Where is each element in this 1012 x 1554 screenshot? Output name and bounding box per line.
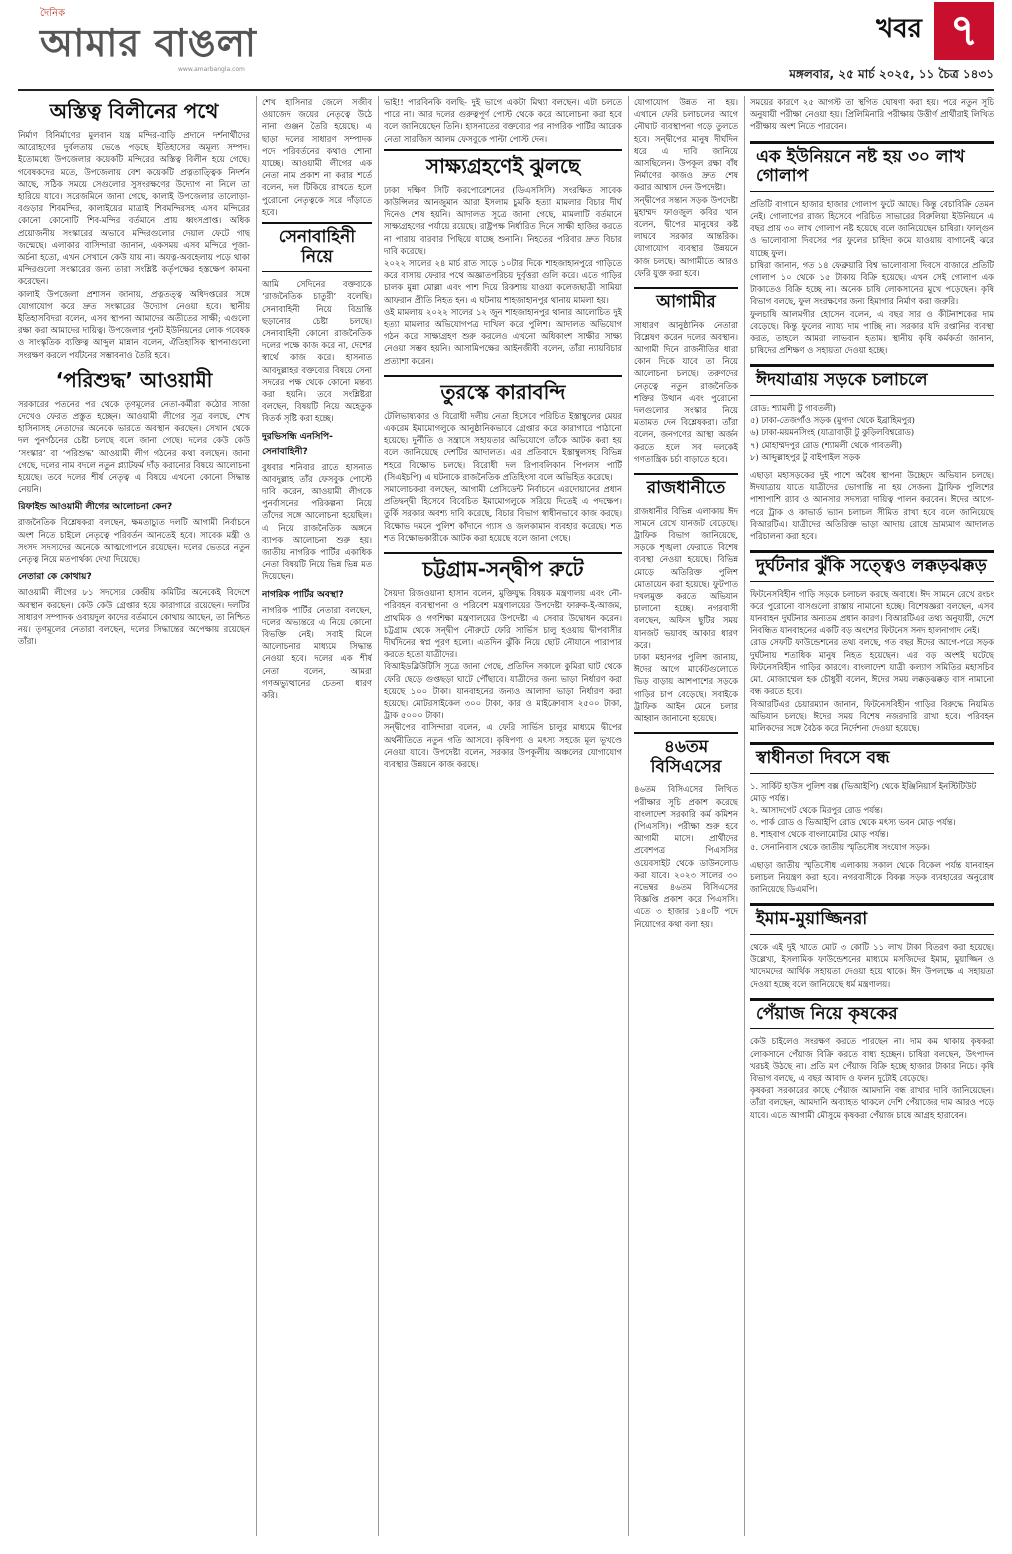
headline[interactable]: অস্তিত্ব বিলীনের পথে bbox=[49, 99, 219, 123]
section-name: খবর bbox=[876, 14, 922, 44]
article-bcs-continued bbox=[750, 96, 994, 133]
article-body: ফিটনেসবিহীন গাড়ি সড়কে চলাচল করছে অবাধে। ঈদ সামনে রেখে রংচং করে পুরোনো বাসগুলো রাস্তায় নামানো হচ্ছে। বিশেষজ্ঞরা বলছেন, এসব যানবাহন দুর্ঘটনার অন্যতম প্রধান কারণ। বিআরটিএর তথ্য অনুযায়ী, দেশে নিবন্ধিত যানবাহনের একটি বড় অংশের ফিটনেস সনদ হালনাগাদ নেই। bbox=[750, 588, 994, 636]
subheading: নাগরিক পার্টির অবস্থা? bbox=[262, 589, 344, 600]
headline[interactable]: স্বাধীনতা দিবসে বন্ধ bbox=[750, 742, 994, 774]
headline[interactable]: সেনাবাহিনী নিয়ে bbox=[262, 222, 372, 272]
article-body: বিআইডব্লিউটিসি সূত্রে জানা গেছে, প্রতিদিন সকালে কুমিরা ঘাট থেকে ফেরি ছেড়ে গুপ্তছড়া ঘাটে পৌঁছাবে। যাত্রীদের জন্য ভাড়া নির্ধারণ করা হয়েছে ১০০ টাকা। যানবাহনের জন্যও আলাদা ভাড়া নির্ধারণ করা হয়েছে। মোটরসাইকেল ৩০০ টাকা, কার ও মাইক্রোবাস ২৫০০ টাকা, ট্রাক ৫০০০ টাকা। bbox=[384, 661, 622, 721]
list-item: ৩. পার্ক রোড ও ভিআইপি রোড থেকে মৎস্য ভবন মোড় পর্যন্ত। bbox=[750, 817, 956, 828]
subheading: রিফাইন্ড আওয়ামী লীগের আলোচনা কেন? bbox=[18, 502, 173, 513]
article-imams bbox=[750, 903, 994, 989]
article-body: ফুলচাষি আলমগীর হোসেন বলেন, এ বছর সার ও কীটনাশকের দাম বেড়েছে। কিন্তু ফুলের ন্যায্য দাম পাচ্ছি না। সরকার যদি রপ্তানির ব্যবস্থা করত, তাহলে আমরা লাভবান হতাম। স্থানীয় কৃষি কর্মকর্তা জানান, চাষিদের প্রশিক্ষণ ও সহায়তা দেওয়া হচ্ছে। bbox=[750, 308, 994, 356]
article-body: থেকে এই দুই খাতে মোট ৩ কোটি ১১ লাখ টাকা বিতরণ করা হয়েছে। উল্লেখ্য, ইসলামিক ফাউন্ডেশনের মাধ্যমে মসজিদের ইমাম, মুয়াজ্জিন ও খাদেমদের আর্থিক সহায়তা দেওয়া হয়ে থাকে। ঈদ উপলক্ষে এ সহায়তা দেওয়া হচ্ছে বলে জানিয়েছে ধর্ম মন্ত্রণালয়। bbox=[750, 942, 994, 989]
article-roses bbox=[750, 141, 994, 357]
column-1 bbox=[18, 96, 250, 1546]
article-body: কালাই উপজেলা প্রশাসন জানায়, প্রত্নতত্ত্ব অধিদপ্তরের সঙ্গে যোগাযোগ করে দ্রুত সংস্কারের উদ্যোগ নেওয়া হবে। স্থানীয় ইতিহাসবিদরা বলেন, এসব স্থাপনা আমাদের অতীতের সাক্ষী; এগুলো রক্ষা করা আমাদের দায়িত্ব। উপজেলার পুনট ইউনিয়নের লোক গবেষক ও সাংস্কৃতিক ব্যক্তিত্ব আব্দুল মান্নান বলেন, ঐতিহাসিক স্থাপনাগুলো সংরক্ষণ করলে পর্যটনের সম্ভাবনাও তৈরি হবে। bbox=[18, 288, 250, 360]
column-divider bbox=[628, 96, 629, 1536]
list-item: ২. আসাদগেট থেকে মিরপুর রোড পর্যন্ত। bbox=[750, 805, 883, 816]
masthead-rule bbox=[18, 89, 994, 91]
list-item: ৫. সেনানিবাস থেকে জাতীয় স্মৃতিসৌধ সংযোগ সড়ক। bbox=[750, 841, 930, 852]
article-body: সময়ের কারণে ২৫ আগস্ট তা স্থগিত ঘোষণা করা হয়। পরে নতুন সূচি অনুযায়ী পরীক্ষা নেওয়া হয়। প্রিলিমিনারি পরীক্ষায় উত্তীর্ণ প্রার্থীরাই লিখিত পরীক্ষায় অংশ নিতে পারবেন। bbox=[750, 97, 994, 132]
dateline: মঙ্গলবার, ২৫ মার্চ ২০২৫, ১১ চৈত্র ১৪৩১ bbox=[789, 67, 994, 81]
column-4 bbox=[634, 96, 738, 1546]
article-body: কেউ চাইলেও সংরক্ষণ করতে পারছেন না। দাম কম থাকায় কৃষকরা লোকসানে পেঁয়াজ বিক্রি করতে বাধ্য হচ্ছেন। চাষিরা বলছেন, উৎপাদন খরচই উঠছে না। প্রতি মণ পেঁয়াজ বিক্রি হচ্ছে হাজার টাকার নিচে। কৃষি বিভাগ বলছে, এ বছর আবাদ ও ফলন দুটোই বেড়েছে। bbox=[750, 1036, 994, 1083]
article-body: চাষিরা জানান, গত ১৪ ফেব্রুয়ারি বিশ্ব ভালোবাসা দিবসে বাজারে প্রতিটি গোলাপ ১০ থেকে ১৫ টাকায় বিক্রি হয়েছে। এখন সেই গোলাপ এক টাকাতেও বিক্রি হচ্ছে না। অনেক চাষি লোকসানের মুখে পড়েছেন। কৃষি বিভাগ বলছে, ফুল সংরক্ষণের জন্য হিমাগার নির্মাণ করা জরুরি। bbox=[750, 259, 994, 307]
subheading: দুরভিসন্ধি এনসিপি-সেনাবাহিনী? bbox=[262, 431, 333, 457]
article-existence bbox=[18, 100, 250, 361]
list-item: ৮) আব্দুল্লাহপুর টু বাইপাইল সড়ক bbox=[750, 451, 861, 462]
article-body: আওয়ামী লীগের ৮১ সদস্যের কেন্দ্রীয় কমিটির অনেকেই বিদেশে অবস্থান করছেন। কেউ কেউ গ্রেপ্তার হয়ে কারাগারে রয়েছেন। দলটির সাধারণ সম্পাদক ওবায়দুল কাদের বর্তমানে কোথায় আছেন, তা নিশ্চিত নয়। তৃণমূলের নেতারা বলছেন, দলের সিদ্ধান্তের অপেক্ষায় রয়েছেন তাঁরা। bbox=[18, 587, 250, 647]
article-body: ভাই!! পারবিনকি বলছি- দুই ভাগে একটা মিথ্যা বলছেন। এটা চলতে পারে না। আর দলের গুরুত্বপূর্ণ পোস্ট থেকে করে আলোচনা করা হবে বলে জানিয়েছেন তিনি। হাসনাতের বক্তব্যের পর নাগরিক পার্টির আরেক নেতা সারজিস আলম ফেসবুকে পাল্টা পোস্ট দেন। bbox=[384, 97, 622, 144]
article-body: বিআরটিএর চেয়ারম্যান জানান, ফিটনেসবিহীন গাড়ির বিরুদ্ধে নিয়মিত অভিযান চলছে। ঈদের সময় বিশেষ নজরদারি রাখা হবে। পরিবহন মালিকদের সঙ্গে বৈঠক করে নির্দেশনা দেওয়া হয়েছে। bbox=[750, 698, 994, 733]
headline[interactable]: রাজধানীতে bbox=[634, 473, 738, 499]
headline[interactable]: ইমাম-মুয়াজ্জিনরা bbox=[750, 903, 994, 935]
article-body: ঢাকা মহানগর পুলিশ জানায়, ঈদের আগে মার্কেটগুলোতে ভিড় বাড়ায় আশপাশের সড়কে গাড়ির চাপ বেড়েছে। সবাইকে ট্রাফিক আইন মেনে চলার আহ্বান জানানো হয়েছে। bbox=[634, 652, 738, 724]
article-body: সাধারণ আনুষ্ঠানিক নেতারা বিশ্লেষণ করেন দলের অবস্থান। আগামী দিনে রাজনীতির ধারা কোন দিকে যাবে তা নিয়ে আলোচনা চলছে। তরুণদের নেতৃত্বে নতুন রাজনৈতিক শক্তির উত্থান এবং পুরোনো দলগুলোর সংস্কার নিয়ে মতামত দেন বিশ্লেষকরা। তাঁরা বলেন, জনগণের আস্থা অর্জন করতে হলে সব দলকেই গণতান্ত্রিক চর্চা বাড়াতে হবে। bbox=[634, 319, 738, 464]
article-body: নির্মাণ বিনির্মাণের মুলবান যন্ত্র মন্দির-বাড়ি প্রদানে দর্শনার্থীদের আরোহণের দুর্বলতায় ভেঙে পড়ছে ইতিহাসের অমূল্য সম্পদ। ইতোমধ্যে উপজেলার কয়েকটি মন্দিরের অস্তিত্ব বিলীন হয়ে গেছে। গবেষকদের মতে, উপজেলায় বেশ কয়েকটি প্রত্নতাত্ত্বিক নিদর্শন আছে, সঠিক সময়ে সেগুলোর সুসংরক্ষণের উদ্যোগ না নিলে তা হারিয়ে যাবে। সরেজমিনে জানা গেছে, কালাই উপজেলার তালোড়া-বগুড়ার শিবমন্দির, কালাইয়ের মাত্রাই শিবমন্দিরসহ এসব মন্দিরের কোনো কোনোটি শিব-মন্দির বর্তমানে প্রায় ধ্বংসপ্রাপ্ত। অধিক প্রয়োজনীয় সংস্কারের অভাবে মন্দিরগুলোর দেয়াল ফেটে গাছ জন্মেছে। এলাকার বাসিন্দারা জানান, একসময় এসব মন্দিরে পূজা-অর্চনা হতো, এখন সেখানে কেউ যায় না। অযত্ন-অবহেলায় পড়ে থাকা মন্দিরগুলো সংস্কারের জন্য তারা সংশ্লিষ্ট কর্তৃপক্ষের হস্তক্ষেপ কামনা করেছেন। bbox=[18, 130, 250, 287]
list-item: ৬) ঢাকা-ময়মনসিংহ (যাত্রাবাড়ী টু কুড়িলবিশ্বরোড) bbox=[750, 427, 915, 438]
headline[interactable]: চট্টগ্রাম-সন্দ্বীপ রুটে bbox=[384, 552, 622, 581]
website-url[interactable]: www.amarbangla.com bbox=[178, 66, 245, 73]
article-body: সন্দ্বীপের সন্তান সড়ক উপদেষ্টা মুহাম্মদ ফাওজুল কবির খান বলেন, দ্বীপের মানুষের কষ্ট লাঘবে সরকার আন্তরিক। যোগাযোগ ব্যবস্থার উন্নয়নে কাজ চলছে। আগামীতে আরও ফেরি যুক্ত করা হবে। bbox=[634, 194, 738, 278]
article-body: রাজধানীর বিভিন্ন এলাকায় ঈদ সামনে রেখে যানজট বেড়েছে। ট্রাফিক বিভাগ জানিয়েছে, সড়কে শৃঙ্খলা ফেরাতে বিশেষ ব্যবস্থা নেওয়া হয়েছে। বিভিন্ন মোড়ে অতিরিক্ত পুলিশ মোতায়েন করা হয়েছে। ফুটপাত দখলমুক্ত করতে অভিযান চালানো হচ্ছে। নগরবাসী বলছেন, অফিস ছুটির সময় যানজট ভয়াবহ আকার ধারণ করে। bbox=[634, 505, 738, 650]
headline[interactable]: ৪৬তম বিসিএসের bbox=[634, 732, 738, 777]
masthead bbox=[0, 0, 1012, 90]
article-sandwip-continued bbox=[634, 96, 738, 279]
newspaper-name: আমার বাঙলা bbox=[40, 20, 257, 65]
article-body: আমি সেদিনের বক্তব্যকে ‘রাজনৈতিক চাতুরী’ বলেছি। সেনাবাহিনী নিয়ে বিভ্রান্তি ছড়ানোর চেষ্টা চলছে। সেনাবাহিনী কোনো রাজনৈতিক দলের পক্ষে কাজ করে না, দেশের স্বার্থে কাজ করে। হাসনাত আবদুল্লাহর বক্তব্যের বিষয়ে সেনা সদরের পক্ষ থেকে কোনো মন্তব্য করা হয়নি। তবে সংশ্লিষ্টরা বলছেন, বিষয়টি নিয়ে অহেতুক বিতর্ক সৃষ্টি করা হচ্ছে। bbox=[262, 279, 372, 424]
list-item: রোড: শ্যামলী টু গাবতলী) bbox=[750, 402, 836, 413]
article-bcs bbox=[634, 732, 738, 930]
closed-roads-list bbox=[750, 780, 994, 853]
list-item: ৫) ঢাকা-তেজগাঁও সড়ক (মুগদা থেকে ইব্রাহিমপুর) bbox=[750, 415, 915, 426]
article-refined-awami bbox=[18, 369, 250, 647]
article-body: বুধবার শনিবার রাতে হাসনাত আবদুল্লাহ তাঁর ফেসবুক পোস্টে দাবি করেন, আওয়ামী লীগকে পুনর্বাসনের পরিকল্পনা নিয়ে তাঁদের সঙ্গে আলোচনা হয়েছিল। এ নিয়ে রাজনৈতিক অঙ্গনে ব্যাপক আলোচনা শুরু হয়। জাতীয় নাগরিক পার্টির একাধিক নেতা বিষয়টি নিয়ে ভিন্ন ভিন্ন মত দিয়েছেন। bbox=[262, 461, 372, 582]
article-future bbox=[634, 287, 738, 465]
article-body: রাজনৈতিক বিশ্লেষকরা বলছেন, ক্ষমতাচ্যুত দলটি আগামী নির্বাচনে অংশ নিতে চাইলে নেতৃত্বে পরিবর্তন আনতেই হবে। সাবেক মন্ত্রী ও সংসদ সদস্যদের অনেকে আত্মগোপনে রয়েছেন। দলের ভেতরে নতুন নেতৃত্ব নিয়ে মতপার্থক্য দেখা দিয়েছে। bbox=[18, 517, 250, 565]
headline[interactable]: এক ইউনিয়নে নষ্ট হয় ৩০ লাখ গোলাপ bbox=[750, 141, 994, 192]
article-body: প্রতিটি বাগানে হাজার হাজার গোলাপ ফুটে আছে। কিন্তু বেচাবিক্রি তেমন নেই। গোলাপের রাজ্য হিসেবে পরিচিত সাভারের বিরুলিয়া ইউনিয়নে এ বছর প্রায় ৩০ লাখ গোলাপ নষ্ট হয়েছে বলে জানিয়েছেন চাষিরা। ফাল্গুন ও ভালোবাসা দিবসের পর ফুলের চাহিদা কমে যাওয়ায় বাগানেই ঝরে যাচ্ছে ফুল। bbox=[750, 198, 994, 258]
column-divider bbox=[744, 96, 745, 1536]
article-onion bbox=[750, 998, 994, 1121]
column-divider bbox=[256, 96, 257, 1536]
list-item: ৭) মোহাম্মদপুর রোড (শ্যামলী থেকে গাবতলী) bbox=[750, 439, 903, 450]
article-body: সৈয়দা রিজওয়ানা হাসান বলেন, মুক্তিযুদ্ধ বিষয়ক মন্ত্রণালয় এবং নৌ-পরিবহন ব্যবস্থাপনা ও পরিবেশ মন্ত্রণালয়ের উপদেষ্টা ফারুক-ই-আজম, প্রাথমিক ও গণশিক্ষা মন্ত্রণালয়ের উপদেষ্টা এ সেবার উদ্বোধন করেন। চট্টগ্রাম থেকে সন্দ্বীপ নৌরুটে ফেরি সার্ভিস চালু হওয়ায় দ্বীপবাসীর দীর্ঘদিনের স্বপ্ন পূরণ হলো। এতদিন ঝুঁকি নিয়ে ছোট নৌযানে পারাপার করতে হতো যাত্রীদের। bbox=[384, 588, 622, 660]
column-3 bbox=[384, 96, 622, 1546]
article-capital bbox=[634, 473, 738, 724]
article-body: সরকারের পতনের পর থেকে তৃণমূলের নেতা-কর্মীরা কঠোর সাজা দেখেও ফেরত প্রস্তুত হচ্ছেন। আওয়ামী লীগের সূত্র বলছে, শেখ হাসিনাসহ নেতাদের অনেকে ভারতে অবস্থান করছেন। সেখান থেকে দল পুনর্গঠনের চেষ্টা চলছে বলে জানা গেছে। দলের কেউ কেউ ‘সংস্কার’ বা ‘পরিশুদ্ধ’ আওয়ামী লীগ গঠনের কথা বলছেন। জানা গেছে, দলের নাম বদলে নতুন প্ল্যাটফর্ম দাঁড় করানোর বিষয়ে আলোচনা হয়েছে। তবে দলের শীর্ষ নেতৃত্ব এ বিষয়ে এখনো কোনো সিদ্ধান্ত নেয়নি। bbox=[18, 398, 250, 495]
article-testimony bbox=[384, 96, 622, 367]
column-5 bbox=[750, 96, 994, 1546]
article-turkey bbox=[384, 375, 622, 544]
article-body: রোড সেফটি ফাউন্ডেশনের তথ্য বলছে, গত বছর ঈদের আগে-পরে সড়ক দুর্ঘটনায় শতাধিক মানুষ নিহত হয়েছেন। এর বড় অংশই ঘটেছে ফিটনেসবিহীন গাড়ির কারণে। বাংলাদেশ যাত্রী কল্যাণ সমিতির মহাসচিব মো. মোজাম্মেল হক চৌধুরী বলেন, ঈদের সময় লক্কড়ঝক্কড় বাস নামানো বন্ধ করতে হবে। bbox=[750, 637, 994, 697]
article-body: নাগরিক পার্টির নেতারা বলছেন, দলের অভ্যন্তরে এ নিয়ে কোনো বিভক্তি নেই। সবাই মিলে আলোচনার মাধ্যমে সিদ্ধান্ত নেওয়া হবে। দলের এক শীর্ষ নেতা বলেন, আমরা গণঅভ্যুত্থানের চেতনা ধারণ করি। bbox=[262, 604, 372, 701]
article-sandwip bbox=[384, 552, 622, 770]
article-body: ৪৬তম বিসিএসের লিখিত পরীক্ষার সূচি প্রকাশ করেছে বাংলাদেশ সরকারি কর্ম কমিশন (পিএসসি)। পরীক্ষা শুরু হবে আগামী মাসে। প্রার্থীদের প্রবেশপত্র পিএসসির ওয়েবসাইট থেকে ডাউনলোড করা যাবে। ২০২৩ সালের ৩০ নভেম্বর ৪৬তম বিসিএসের বিজ্ঞপ্তি প্রকাশ করে পিএসসি। এতে ৩ হাজার ১৪০টি পদে নিয়োগের কথা বলা হয়। bbox=[634, 784, 738, 929]
article-body: যোগাযোগ উন্নত না হয়। এখানে ফেরি চলাচলের আগে নৌঘাট ব্যবস্থাপনা গড়ে তুলতে হবে। সন্দ্বীপের মানুষ দীর্ঘদিন ধরে এ দাবি জানিয়ে আসছিলেন। উপকূল রক্ষা বাঁধ নির্মাণের কাজও দ্রুত শেষ করার আশ্বাস দেন উপদেষ্টা। bbox=[634, 97, 738, 193]
article-body: সন্দ্বীপের বাসিন্দারা বলেন, এ ফেরি সার্ভিস চালুর মাধ্যমে দ্বীপের অর্থনীতিতে নতুন গতি আসবে। কৃষিপণ্য ও মৎস্য সহজে মূল ভূখণ্ডে নেওয়া যাবে। উপদেষ্টা বলেন, সরকার উপকূলীয় অঞ্চলের যোগাযোগ ব্যবস্থার উন্নয়নে কাজ করছে। bbox=[384, 722, 622, 769]
column-divider bbox=[378, 96, 379, 1536]
article-army-continued bbox=[262, 96, 372, 701]
article-independence-day bbox=[750, 742, 994, 895]
article-accident-risk bbox=[750, 550, 994, 734]
subheading: নেতারা কে কোথায়? bbox=[18, 572, 92, 583]
article-body: এছাড়া মহাসড়কের দুই পাশে অবৈধ স্থাপনা উচ্ছেদে অভিযান চলছে। ঈদযাত্রায় যাতে যাত্রীদের ভোগান্তি না হয় সেজন্য ট্রাফিক পুলিশের পাশাপাশি র‌্যাব ও আনসার সদস্যরা দায়িত্ব পালন করবেন। ঈদের আগে-পরে ট্রাক ও কাভার্ড ভ্যান চলাচল সীমিত রাখা হবে বলে জানিয়েছে বিআরটিএ। যাত্রীদের অতিরিক্ত ভাড়া আদায় রোধে ভ্রাম্যমাণ আদালত পরিচালনা করা হবে। bbox=[750, 469, 994, 541]
list-item: ৪. শাহবাগ থেকে বাংলামোটর মোড় পর্যন্ত। bbox=[750, 829, 889, 840]
article-body: সমালোচকরা বলছেন, আগামী প্রেসিডেন্ট নির্বাচনে এরদোয়ানের প্রধান প্রতিদ্বন্দ্বী হিসেবে বিবেচিত ইমামোগলুকে সরিয়ে দিতেই এ পদক্ষেপ। তুর্কি সরকার অবশ্য দাবি করেছে, বিচার বিভাগ স্বাধীনভাবে কাজ করছে। বিক্ষোভ দমনে পুলিশ কাঁদানে গ্যাস ও জলকামান ব্যবহার করেছে। শত শত বিক্ষোভকারীকে আটক করা হয়েছে বলে জানা গেছে। bbox=[384, 484, 622, 543]
headline[interactable]: ‘পরিশুদ্ধ’ আওয়ামী bbox=[55, 367, 213, 392]
road-list bbox=[750, 402, 994, 463]
list-item: ১. সার্কিট হাউস পুলিশ বক্স (ভিআইপি) থেকে ইঞ্জিনিয়ার্স ইনস্টিটিউট মোড় পর্যন্ত। bbox=[750, 780, 977, 803]
article-body: ওই মামলায় ২০২২ সালের ১২ জুন শাহজাহানপুর থানার আলোচিত দুই হত্যা মামলার অভিযোগপত্র দাখিল করে পুলিশ। আদালত অভিযোগ গঠন করে সাক্ষ্যগ্রহণ শুরু করলেও এখনো অধিকাংশ সাক্ষীর সাক্ষ্য নেওয়া সম্ভব হয়নি। আসামিপক্ষের আইনজীবী বলেন, তাঁরা ন্যায়বিচার প্রত্যাশা করেন। bbox=[384, 306, 622, 366]
column-2 bbox=[262, 96, 372, 1546]
masthead-daily: দৈনিক bbox=[40, 8, 66, 19]
article-body: টেলিভাষ্যকার ও বিরোধী দলীয় নেতা হিসেবে পরিচিত ইস্তাম্বুলের মেয়র একরেম ইমামোগলুকে আনুষ্ঠানিকভাবে গ্রেপ্তার করে কারাগারে পাঠানো হয়েছে। দুর্নীতি ও সন্ত্রাসে সহায়তার অভিযোগে তাঁকে আটক করা হয় বলে জানিয়েছে দেশটির আদালত। এর প্রতিবাদে ইস্তাম্বুলসহ বিভিন্ন শহরে বিক্ষোভ চলছে। বিরোধী দল রিপাবলিকান পিপলস পার্টি (সিএইচপি) এ ঘটনাকে রাজনৈতিক প্রতিহিংসা বলে অভিহিত করেছে। bbox=[384, 410, 622, 482]
article-body: ঢাকা দক্ষিণ সিটি করপোরেশনের (ডিএসসিসি) সংরক্ষিত সাবেক কাউন্সিলর আনজুমান আরা ইসলাম চুমকি হত্যা মামলার বিচার দীর্ঘ দিনেও শেষ হয়নি। আদালত সূত্রে জানা গেছে, মামলাটি বর্তমানে সাক্ষ্যগ্রহণের পর্যায়ে রয়েছে। রাষ্ট্রপক্ষ নির্ধারিত দিনে সাক্ষী হাজির করতে না পারায় বারবার পিছিয়ে যাচ্ছে শুনানি। নিহতের পরিবার দ্রুত বিচার দাবি করেছে। bbox=[384, 184, 622, 256]
headline[interactable]: তুরস্কে কারাবন্দি bbox=[384, 375, 622, 404]
article-body: ২০২২ সালের ২৪ মার্চ রাত সাড়ে ১০টার দিকে শাহজাহানপুরে গাড়িতে করে বাসায় ফেরার পথে অজ্ঞাতপরিচয় দুর্বৃত্তরা গুলি করে। এতে গাড়ির চালক মুন্না মোল্লা এবং পাশ দিয়ে রিকশায় যাওয়া কলেজছাত্রী সামিয়া আফরান প্রীতি নিহত হন। এ ঘটনায় শাহজাহানপুর থানায় মামলা হয়। bbox=[384, 258, 622, 305]
article-eid-roads bbox=[750, 364, 994, 542]
headline[interactable]: দুর্ঘটনার ঝুঁকি সত্ত্বেও লক্কড়ঝক্কড় bbox=[750, 550, 994, 582]
headline[interactable]: আগামীর bbox=[634, 287, 738, 313]
article-body: কৃষকরা সরকারের কাছে পেঁয়াজ আমদানি বন্ধ রাখার দাবি জানিয়েছেন। তাঁরা বলছেন, আমদানি অব্যাহত থাকলে দেশি পেঁয়াজের দাম আরও পড়ে যাবে। এতে আগামী মৌসুমে কৃষকরা পেঁয়াজ চাষে আগ্রহ হারাবেন। bbox=[750, 1085, 994, 1120]
article-body: শেখ হাসিনার জেলে সজীব ওয়াজেদ জয়ের নেতৃত্বে উঠে নানা গুঞ্জন তৈরি হয়েছে। এ ছাড়া দলের সাধারণ সম্পাদক পদে পরিবর্তনের কথাও শোনা যাচ্ছে। আওয়ামী লীগের এক নেতা নাম প্রকাশ না করার শর্তে বলেন, দল টিকিয়ে রাখতে হলে পুরোনো নেতৃত্বকে সরে দাঁড়াতে হবে। bbox=[262, 97, 372, 217]
headline[interactable]: পেঁয়াজ নিয়ে কৃষকের bbox=[750, 998, 994, 1030]
headline[interactable]: সাক্ষ্যগ্রহণেই ঝুলছে bbox=[384, 149, 622, 178]
page-number: ৭ bbox=[934, 2, 994, 60]
headline[interactable]: ঈদযাত্রায় সড়কে চলাচলে bbox=[750, 364, 994, 396]
article-body: এছাড়া জাতীয় স্মৃতিসৌধ এলাকায় সকাল থেকে বিকেল পর্যন্ত যানবাহন চলাচল নিয়ন্ত্রণ করা হবে। নগরবাসীকে বিকল্প সড়ক ব্যবহারের অনুরোধ জানিয়েছে ডিএমপি। bbox=[750, 859, 994, 895]
